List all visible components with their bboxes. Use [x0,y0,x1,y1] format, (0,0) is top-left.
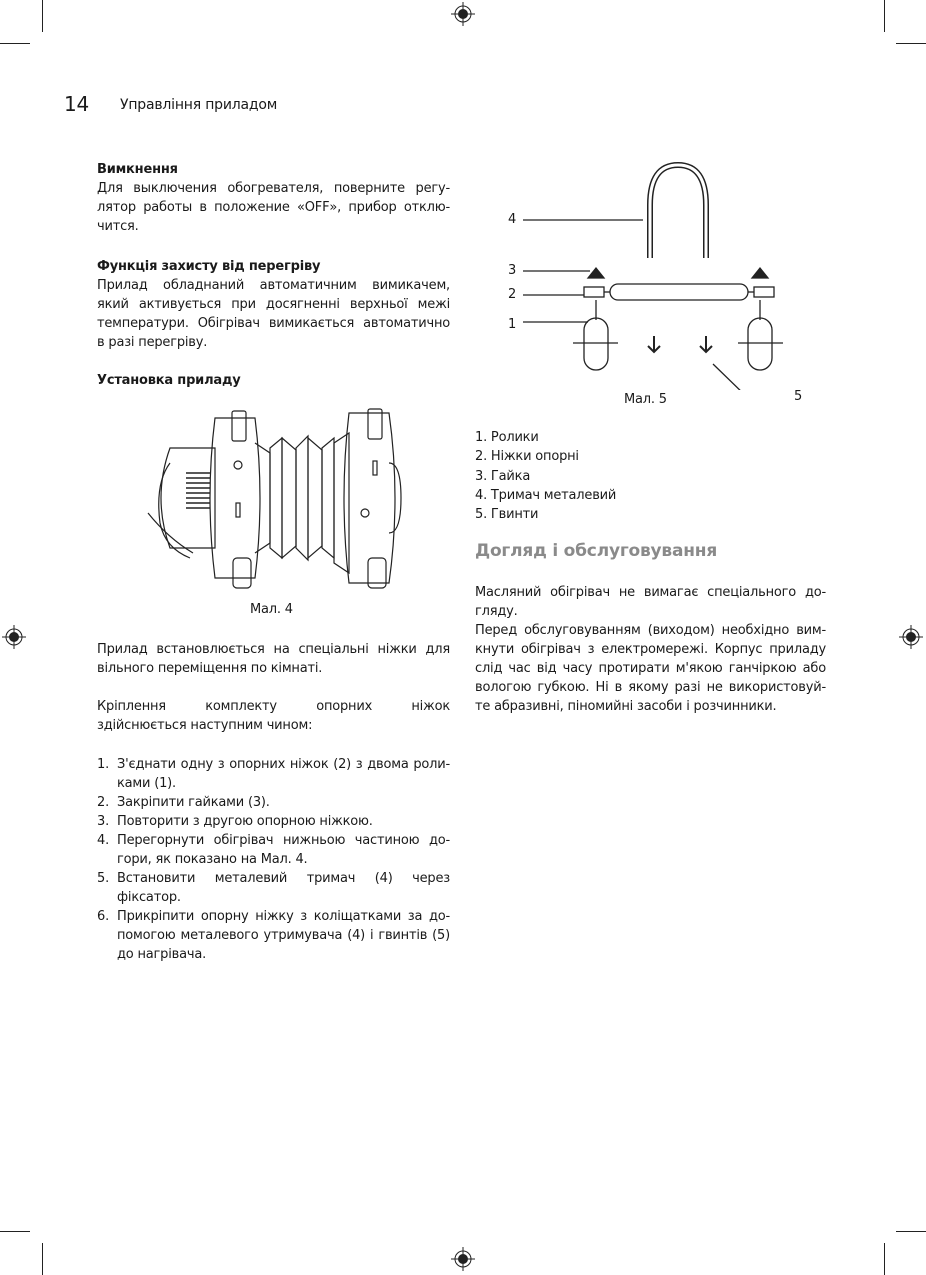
section-title: Управління приладом [120,97,278,113]
step-line: помогою металевого утримувача (4) і гвинтів (5) [117,928,450,943]
paragraph-line: слід час від часу протирати м'якою ганчіркою або [475,661,826,676]
heading-off: Вимкнення [97,162,178,177]
paragraph-line: те абразивні, піномийні засоби і розчинники. [475,699,777,714]
step-line: гори, як показано на Мал. 4. [117,852,308,867]
registration-mark-icon [451,1247,475,1271]
parts-list-item: 5. Гвинти [475,507,539,523]
heading-install: Установка приладу [97,373,241,388]
callout-3: 3 [508,263,517,278]
paragraph-line: температури. Обігрівач вимикається автоматично [97,316,450,331]
registration-mark-icon [899,625,923,649]
step-number: 3. [97,814,110,829]
registration-mark-icon [451,2,475,26]
figure-4-caption: Мал. 4 [250,602,293,617]
paragraph-line: який активується при досягненні верхньої межі [97,297,450,312]
step-number: 5. [97,871,110,886]
paragraph-line: кнути обігрівач з електромережі. Корпус приладу [475,642,826,657]
step-number: 2. [97,795,110,810]
figure-5-assembly-diagram [518,160,818,390]
parts-list-item: 2. Ніжки опорні [475,449,579,465]
callout-4: 4 [508,212,517,227]
callout-5: 5 [794,389,803,404]
step-number: 4. [97,833,110,848]
parts-list-item: 1. Ролики [475,430,539,445]
callout-2: 2 [508,287,517,302]
parts-list-item: 3. Гайка [475,468,531,484]
callout-1: 1 [508,317,517,332]
paragraph-line: Масляний обігрівач не вимагає спеціального до- [475,585,826,600]
paragraph-line: гляду. [475,604,518,619]
paragraph-line: здійснюється наступним чином: [97,718,313,733]
paragraph-line: Прилад обладнаний автоматичним вимикачем, [97,278,450,293]
heading-care: Догляд і обслуговування [475,541,718,561]
figure-5-caption: Мал. 5 [624,392,667,407]
paragraph-line: лятор работы в положение «OFF», прибор отклю- [97,200,450,215]
paragraph-line: в разі перегріву. [97,335,208,350]
step-line: фіксатор. [117,890,181,905]
paragraph-line: Перед обслуговуванням (виходом) необхідно вим- [475,623,826,638]
paragraph-line: Для выключения обогревателя, поверните регу- [97,181,450,196]
paragraph-line: вологою губкою. Ні в якому разі не використовуй- [475,680,826,695]
step-line: З'єднати одну з опорних ніжок (2) з двома роли- [117,757,450,772]
step-number: 6. [97,909,110,924]
step-line: ками (1). [117,776,176,791]
step-line: Перегорнути обігрівач нижньою частиною до- [117,833,450,848]
figure-4-heater [140,403,410,603]
heading-overheat: Функція захисту від перегріву [97,259,321,274]
step-line: до нагрівача. [117,947,207,962]
step-line: Встановити металевий тримач (4) через [117,871,450,886]
step-line: Повторити з другою опорною ніжкою. [117,814,373,829]
step-line: Прикріпити опорну ніжку з коліщатками за до- [117,909,450,924]
parts-list-item: 4. Тримач металевий [475,487,617,503]
step-number: 1. [97,757,110,772]
paragraph-line: Прилад встановлюється на спеціальні ніжки для [97,642,450,657]
paragraph-line: Кріплення комплекту опорних ніжок [97,699,450,714]
paragraph-line: вільного переміщення по кімнаті. [97,661,323,676]
step-line: Закріпити гайками (3). [117,795,270,810]
paragraph-line: чится. [97,219,139,234]
page-number: 14 [64,92,90,116]
registration-mark-icon [2,625,26,649]
